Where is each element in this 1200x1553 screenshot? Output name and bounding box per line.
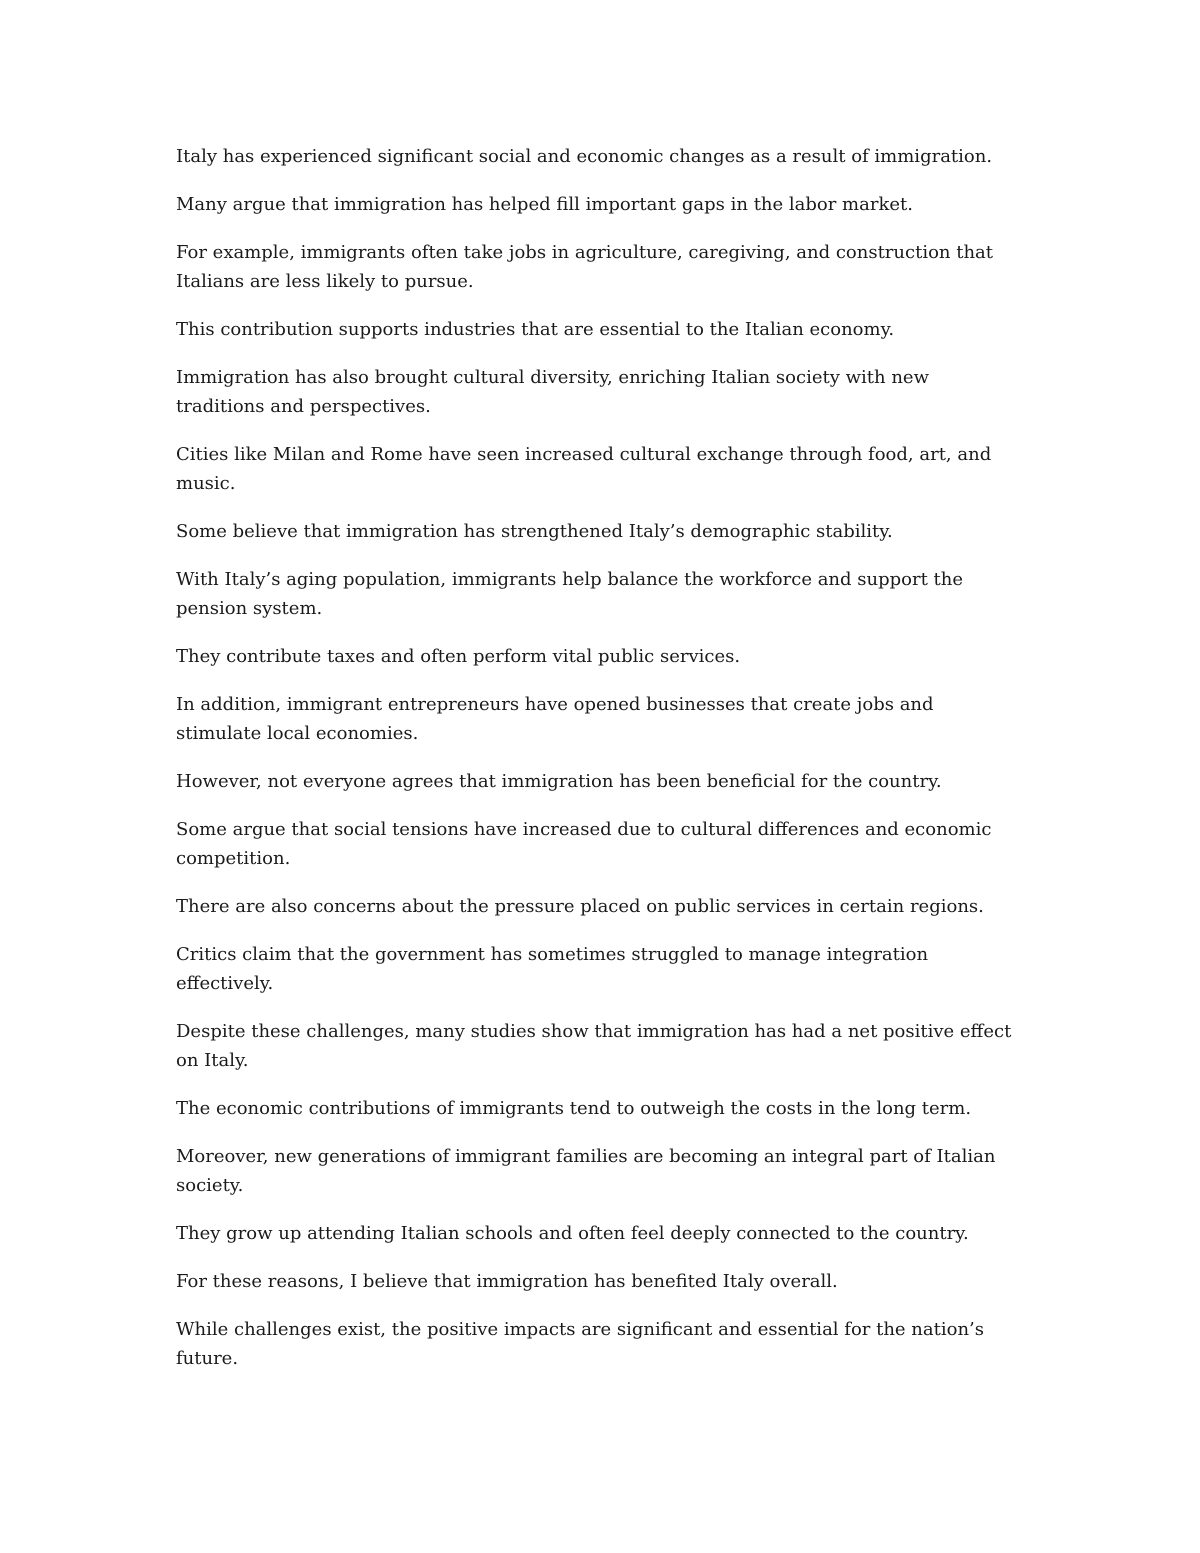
paragraph: Despite these challenges, many studies show that immigration has had a net positive effect on Italy. (176, 1021, 1012, 1071)
paragraph: Many argue that immigration has helped fill important gaps in the labor market. (176, 194, 913, 215)
document-body (176, 142, 1016, 1392)
paragraph: They grow up attending Italian schools and often feel deeply connected to the country. (176, 1223, 969, 1244)
paragraph: Some argue that social tensions have increased due to cultural differences and economic competition. (176, 819, 992, 869)
paragraph: Italy has experienced significant social and economic changes as a result of immigration. (176, 146, 993, 167)
paragraph: They contribute taxes and often perform vital public services. (176, 646, 741, 667)
paragraph: For example, immigrants often take jobs in agriculture, caregiving, and construction that Italians are less likely to pursue. (176, 242, 994, 292)
paragraph: In addition, immigrant entrepreneurs have opened businesses that create jobs and stimulate local economies. (176, 694, 934, 744)
paragraph: Some believe that immigration has strengthened Italy’s demographic stability. (176, 521, 893, 542)
paragraph: Cities like Milan and Rome have seen increased cultural exchange through food, art, and music. (176, 444, 992, 494)
paragraph: With Italy’s aging population, immigrants help balance the workforce and support the pension system. (176, 569, 964, 619)
paragraph: However, not everyone agrees that immigration has been beneficial for the country. (176, 771, 942, 792)
paragraph: There are also concerns about the pressure placed on public services in certain regions. (176, 896, 984, 917)
paragraph: Moreover, new generations of immigrant families are becoming an integral part of Italian society. (176, 1146, 996, 1196)
paragraph: This contribution supports industries that are essential to the Italian economy. (176, 319, 895, 340)
paragraph: For these reasons, I believe that immigration has benefited Italy overall. (176, 1271, 838, 1292)
paragraph: While challenges exist, the positive impacts are significant and essential for the nation’s future. (176, 1319, 985, 1369)
paragraph: Immigration has also brought cultural diversity, enriching Italian society with new traditions and perspectives. (176, 367, 929, 417)
paragraph: Critics claim that the government has sometimes struggled to manage integration effectively. (176, 944, 929, 994)
paragraph: The economic contributions of immigrants tend to outweigh the costs in the long term. (176, 1098, 972, 1119)
